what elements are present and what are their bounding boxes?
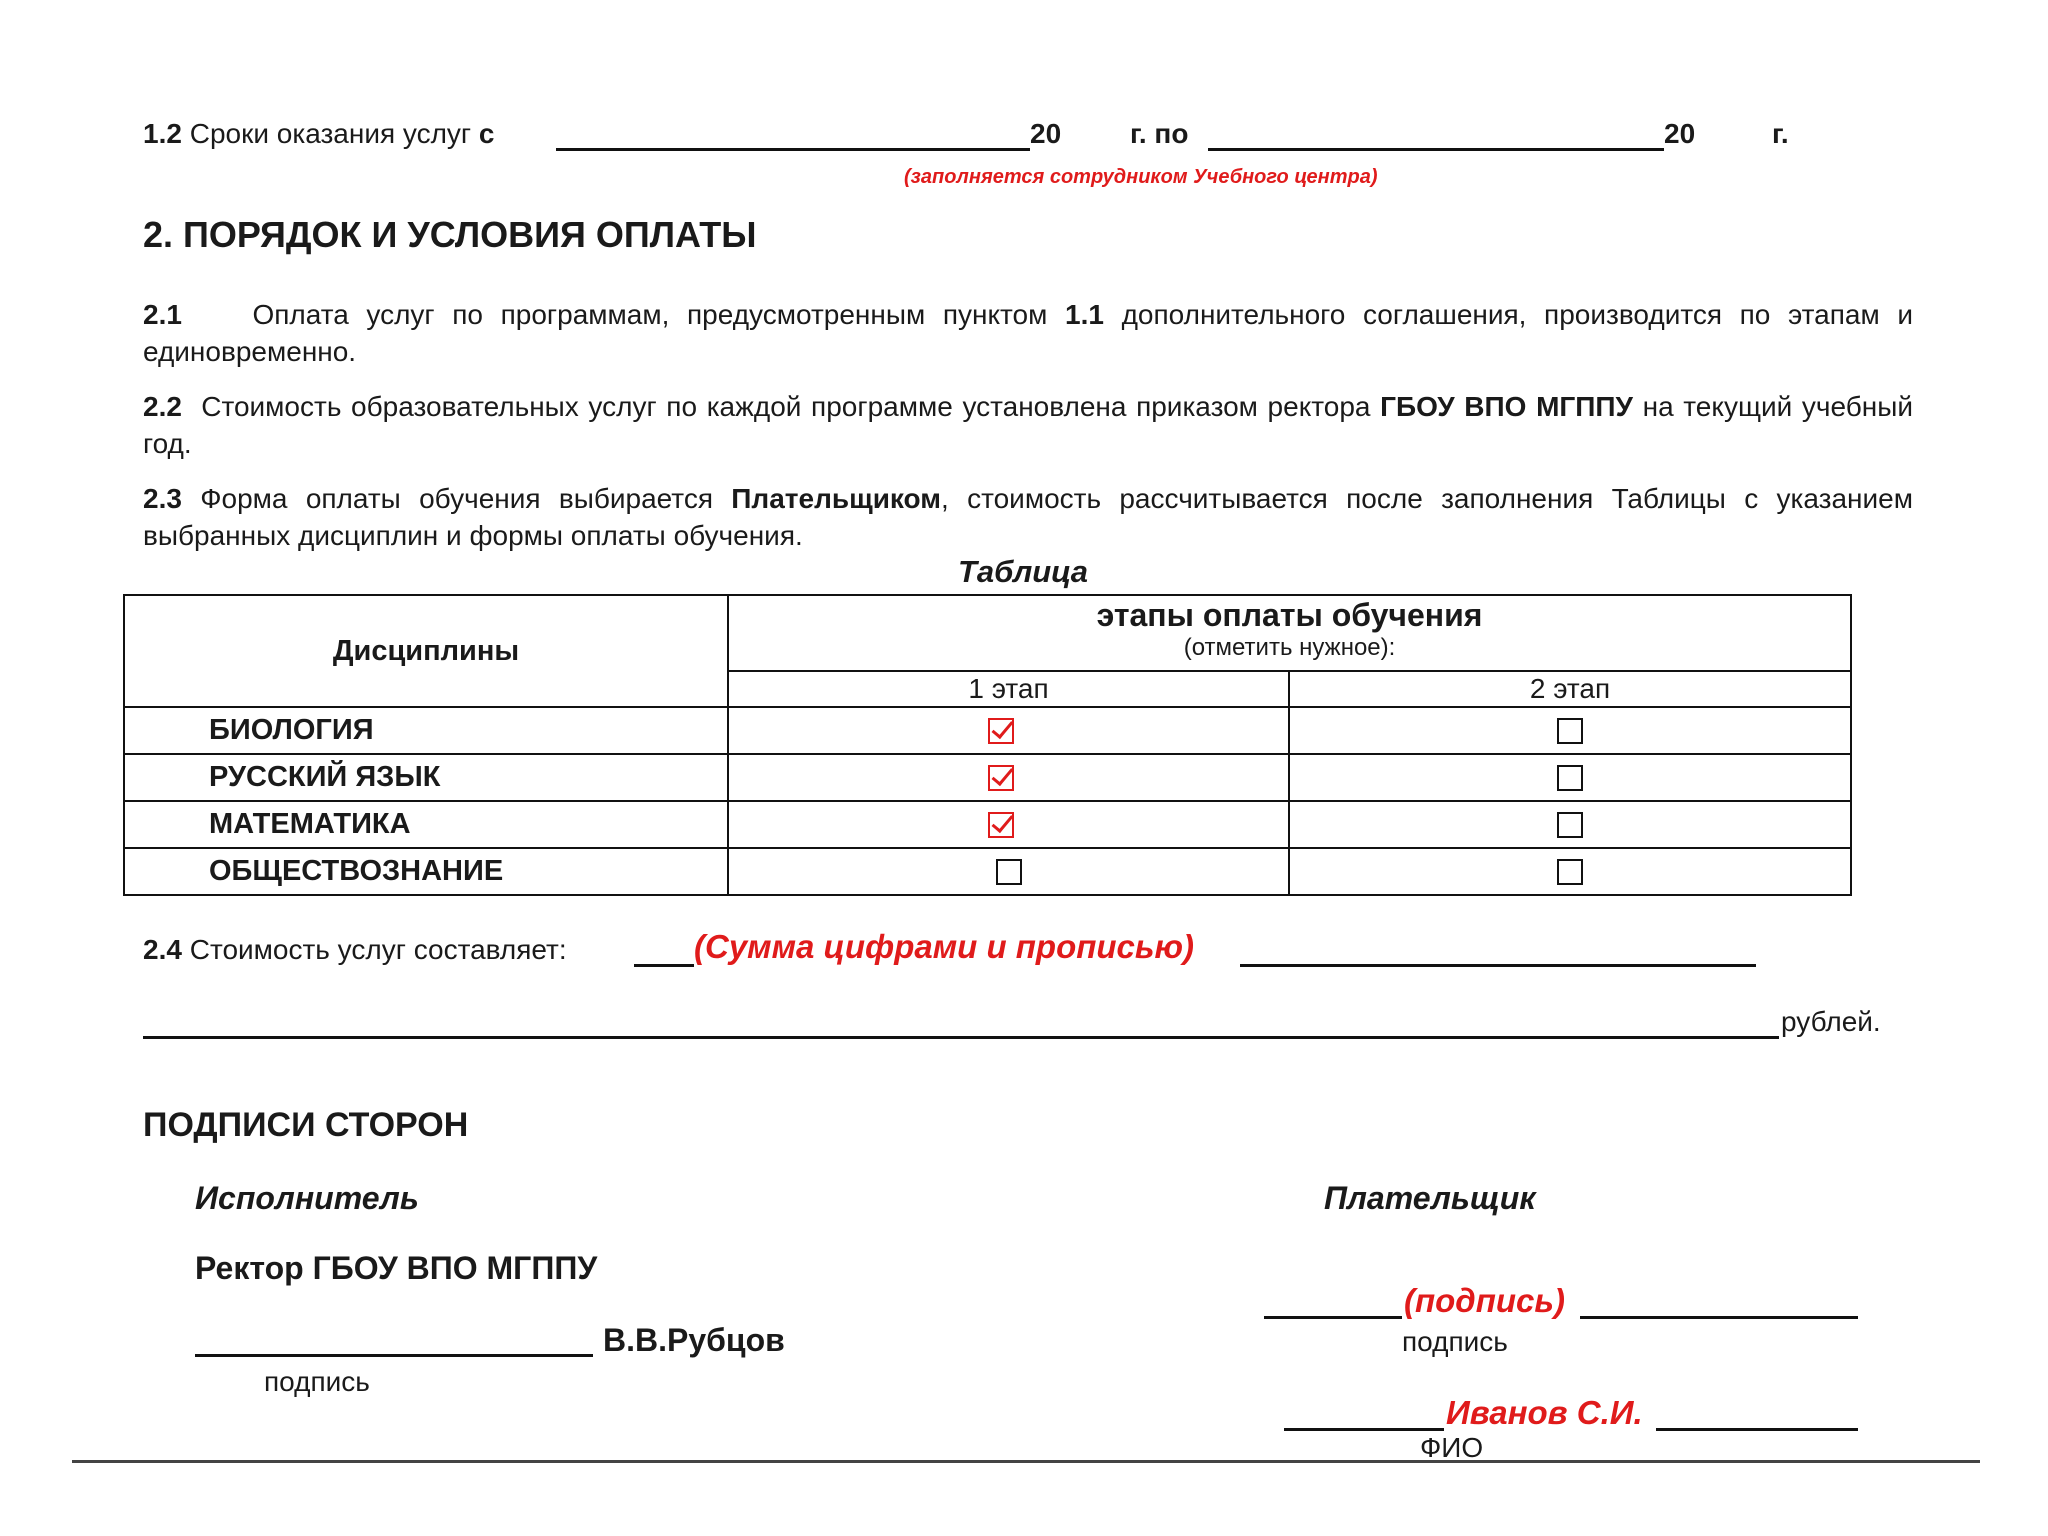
payer-name-field[interactable] xyxy=(1656,1428,1858,1431)
payer-word: Плательщиком xyxy=(731,483,941,514)
executor-position: Ректор ГБОУ ВПО МГППУ xyxy=(195,1250,598,1286)
checkbox-stage-2[interactable] xyxy=(1557,859,1583,885)
paragraph-2-1 xyxy=(143,296,1913,370)
stage-1-cell xyxy=(728,754,1289,801)
stage-1-cell xyxy=(728,801,1289,848)
paragraph-number: 2.3 xyxy=(143,483,182,514)
checkbox-stage-1[interactable] xyxy=(988,765,1014,791)
stage-2-cell xyxy=(1289,848,1851,895)
year-prefix-to: 20 xyxy=(1664,118,1696,149)
header-stage-1: 1 этап xyxy=(728,671,1289,707)
checkbox-stage-1[interactable] xyxy=(996,859,1022,885)
paragraph-2-3 xyxy=(143,480,1913,554)
currency-label: рублей. xyxy=(1781,1006,1881,1037)
payer-signature-field-lead[interactable] xyxy=(1264,1316,1402,1319)
payer-sign-label: подпись xyxy=(1402,1326,1508,1357)
paragraph-text: , стоимость рассчитывается после заполнения Таблицы с указанием выбранных дисциплин и формы оплаты обучения. xyxy=(143,483,1913,551)
section-2-heading: 2. ПОРЯДОК И УСЛОВИЯ ОПЛАТЫ xyxy=(143,214,757,255)
year-prefix-from: 20 xyxy=(1030,118,1062,149)
amount-words-field[interactable] xyxy=(143,1036,1779,1039)
fill-note: (заполняется сотрудником Учебного центра) xyxy=(904,166,1378,188)
from-word: с xyxy=(478,118,495,149)
executor-signature-field[interactable] xyxy=(195,1354,593,1357)
paragraph-number: 2.4 xyxy=(143,934,182,965)
stages-note: (отметить нужное): xyxy=(1183,634,1396,661)
paragraph-number: 2.1 xyxy=(143,299,182,330)
paragraph-text: на текущий учебный год. xyxy=(143,391,1914,459)
section-1-2-label xyxy=(143,118,495,150)
discipline-name: РУССКИЙ ЯЗЫК xyxy=(124,754,728,801)
amount-field-lead[interactable] xyxy=(634,964,694,967)
table-caption: Таблица xyxy=(958,554,1089,589)
payer-title: Плательщик xyxy=(1324,1180,1536,1216)
header-stages xyxy=(728,595,1851,671)
payer-signature-field[interactable] xyxy=(1580,1316,1858,1319)
paragraph-number: 2.2 xyxy=(143,391,182,422)
payer-name-hint: Иванов С.И. xyxy=(1446,1394,1643,1431)
organization-name: ГБОУ ВПО МГППУ xyxy=(1380,391,1633,422)
table-row xyxy=(124,801,1851,848)
table-row xyxy=(124,848,1851,895)
checkbox-stage-2[interactable] xyxy=(1557,718,1583,744)
checkbox-stage-1[interactable] xyxy=(988,812,1014,838)
paragraph-text: дополнительного соглашения, производится по этапам и единовременно. xyxy=(143,299,1914,367)
checkbox-stage-2[interactable] xyxy=(1557,765,1583,791)
checkbox-stage-2[interactable] xyxy=(1557,812,1583,838)
amount-hint: (Сумма цифрами и прописью) xyxy=(694,928,1195,965)
stage-2-cell xyxy=(1289,707,1851,754)
date-to-field[interactable] xyxy=(1208,148,1664,151)
cost-label xyxy=(143,934,567,966)
executor-title: Исполнитель xyxy=(195,1180,419,1216)
header-stage-2: 2 этап xyxy=(1289,671,1851,707)
executor-sign-label: подпись xyxy=(264,1366,370,1397)
header-disciplines: Дисциплины xyxy=(124,595,728,707)
discipline-name: ОБЩЕСТВОЗНАНИЕ xyxy=(124,848,728,895)
payer-name-label: ФИО xyxy=(1420,1432,1484,1463)
stage-2-cell xyxy=(1289,801,1851,848)
date-from-field[interactable] xyxy=(556,148,1030,151)
executor-name: В.В.Рубцов xyxy=(603,1322,785,1358)
paragraph-text: Оплата услуг по программам, предусмотренным пунктом xyxy=(252,299,1048,330)
table-row xyxy=(124,707,1851,754)
paragraph-2-2 xyxy=(143,388,1913,462)
signatures-heading: ПОДПИСИ СТОРОН xyxy=(143,1106,469,1144)
stage-1-cell xyxy=(728,707,1289,754)
discipline-name: БИОЛОГИЯ xyxy=(124,707,728,754)
stage-1-cell xyxy=(728,848,1289,895)
stages-title: этапы оплаты обучения xyxy=(1096,597,1483,633)
year-suffix: г. xyxy=(1772,118,1789,149)
page-bottom-rule xyxy=(72,1460,1980,1463)
payer-signature-hint: (подпись) xyxy=(1404,1282,1565,1319)
checkbox-stage-1[interactable] xyxy=(988,718,1014,744)
paragraph-ref: 1.1 xyxy=(1065,299,1104,330)
cost-text: Стоимость услуг составляет: xyxy=(189,934,567,965)
discipline-name: МАТЕМАТИКА xyxy=(124,801,728,848)
paragraph-text: Форма оплаты обучения выбирается xyxy=(200,483,713,514)
table-row xyxy=(124,754,1851,801)
to-word: г. по xyxy=(1130,118,1189,149)
payment-table xyxy=(123,594,1852,896)
amount-field[interactable] xyxy=(1240,964,1756,967)
section-number: 1.2 xyxy=(143,118,182,149)
section-text: Сроки оказания услуг xyxy=(189,118,472,149)
paragraph-text: Стоимость образовательных услуг по каждой программе установлена приказом ректора xyxy=(201,391,1371,422)
stage-2-cell xyxy=(1289,754,1851,801)
payer-name-field-lead[interactable] xyxy=(1284,1428,1444,1431)
